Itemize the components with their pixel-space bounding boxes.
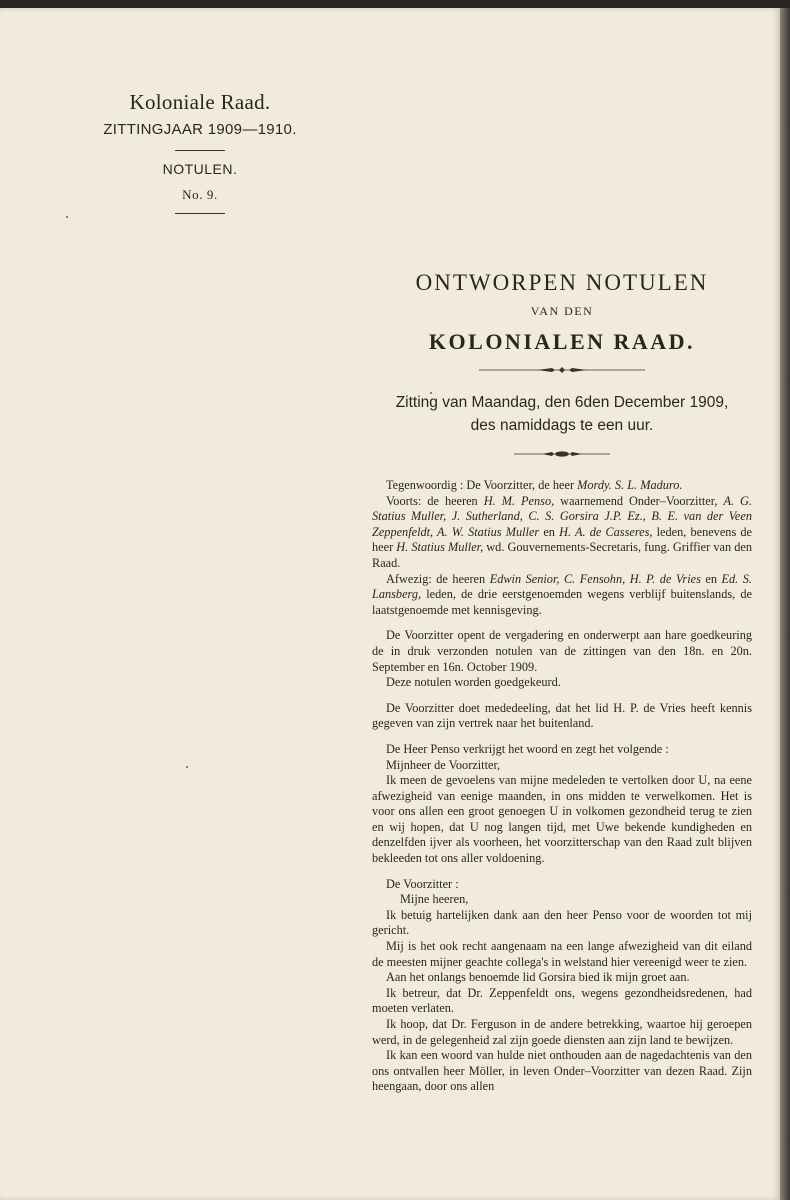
paragraph-zeppenfeldt: Ik betreur, dat Dr. Zeppenfeldt ons, wegens gezondheidsredenen, had moeten verlaten. [372, 985, 752, 1016]
session-date-line2: des namiddags te een uur. [470, 417, 654, 434]
notulen-label: NOTULEN. [162, 161, 238, 177]
main-title: ONTWORPEN NOTULEN [415, 270, 709, 295]
paragraph-ferguson: Ik hoop, dat Dr. Ferguson in de andere betrekking, waartoe hij geroepen werd, in de gelegenheid zal zijn goede diensten aan zijn land te bewijzen. [372, 1017, 752, 1047]
paragraph-aangenaam: Mij is het ook recht aangenaam na een lange afwezigheid van dit eiland de meesten mijner geachte collega's in welstand hier vereenigd weer te zien. [372, 939, 752, 969]
page-edge [780, 8, 790, 1200]
paper-speck [430, 392, 432, 394]
header-block [80, 90, 320, 224]
council-name: KOLONIALEN RAAD. [428, 329, 696, 354]
paper-speck [186, 766, 188, 768]
paragraph-opening: De Voorzitter opent de vergadering en onderwerpt aan hare goedkeuring de in druk verzonden notulen van de zittingen van den 18n. en 20n. September en 16n. October 1909. [372, 628, 752, 674]
ornament-rule [477, 365, 647, 375]
document-page [0, 8, 780, 1200]
paragraph-heeren: Mijne heeren, [400, 892, 469, 907]
session-date-line1: Zitting van Maandag, den 6den December 1909, [395, 394, 729, 411]
paper-speck [66, 216, 68, 218]
paragraph-voorzitter: De Voorzitter : [386, 876, 459, 891]
divider [175, 150, 225, 151]
council-title: Koloniale Raad. [129, 90, 271, 114]
title-connector: VAN DEN [530, 304, 594, 318]
paragraph-vries: De Voorzitter doet mededeeling, dat het lid H. P. de Vries heeft kennis gegeven van zijn vertrek naar het buitenland. [372, 700, 752, 731]
attendance-present: Tegenwoordig : De Voorzitter, de heer Mordy. S. L. Maduro. [386, 478, 683, 492]
session-year: ZITTINGJAAR 1909—1910. [103, 121, 297, 138]
attendance-also: Voorts: de heeren H. M. Penso, waarnemend Onder–Voorzitter, A. G. Statius Muller, J. Sutherland, C. S. Gorsira J.P. Ez., B. E. van der Veen Zeppenfeldt, A. W. Statius Muller en H. A. de Casseres, leden, benevens de heer H. Statius Muller, wd. Gouvernements-Secretaris, fung. Griffier van den Raad. [372, 493, 753, 570]
ornament-rule-small [512, 449, 612, 459]
paragraph-penso: De Heer Penso verkrijgt het woord en zegt het volgende : [386, 741, 669, 756]
paragraph-penso-speech: Ik meen de gevoelens van mijne medeleden te vertolken door U, na eene afwezigheid van eenige maanden, in ons midden te verwelkomen. Het is voor ons allen een groot genoegen U in volkomen gezondheid terug te zien en wij hopen, dat U nog langen tijd, met Uwe bekende kundigheden en denzelfden ijver als voorheen, het voorzitterschap van den Raad zult blijven bekleeden tot ons aller voldoening. [372, 773, 752, 866]
issue-number: No. 9. [182, 187, 218, 202]
paragraph-gorsira: Aan het onlangs benoemde lid Gorsira bied ik mijn groet aan. [386, 970, 690, 985]
divider [175, 213, 225, 214]
attendance-absent: Afwezig: de heeren Edwin Senior, C. Fensohn, H. P. de Vries en Ed. S. Lansberg, leden, de drie eerstgenoemden wegens verblijf buitenslands, de laatstgenoemde met kennisgeving. [372, 571, 752, 617]
paragraph-mijnheer: Mijnheer de Voorzitter, [386, 757, 501, 772]
heading-block [372, 270, 752, 459]
paragraph-moller: Ik kan een woord van hulde niet onthouden aan de nagedachtenis van den ons ontvallen heer Möller, in leven Onder–Voorzitter van dezen Raad. Zijn heengaan, door ons allen [372, 1048, 752, 1094]
paragraph-dank: Ik betuig hartelijken dank aan den heer Penso voor de woorden tot mij gericht. [372, 907, 752, 938]
minutes-body [372, 478, 752, 1095]
session-date [372, 391, 752, 437]
paragraph-approved: Deze notulen worden goedgekeurd. [386, 675, 561, 690]
